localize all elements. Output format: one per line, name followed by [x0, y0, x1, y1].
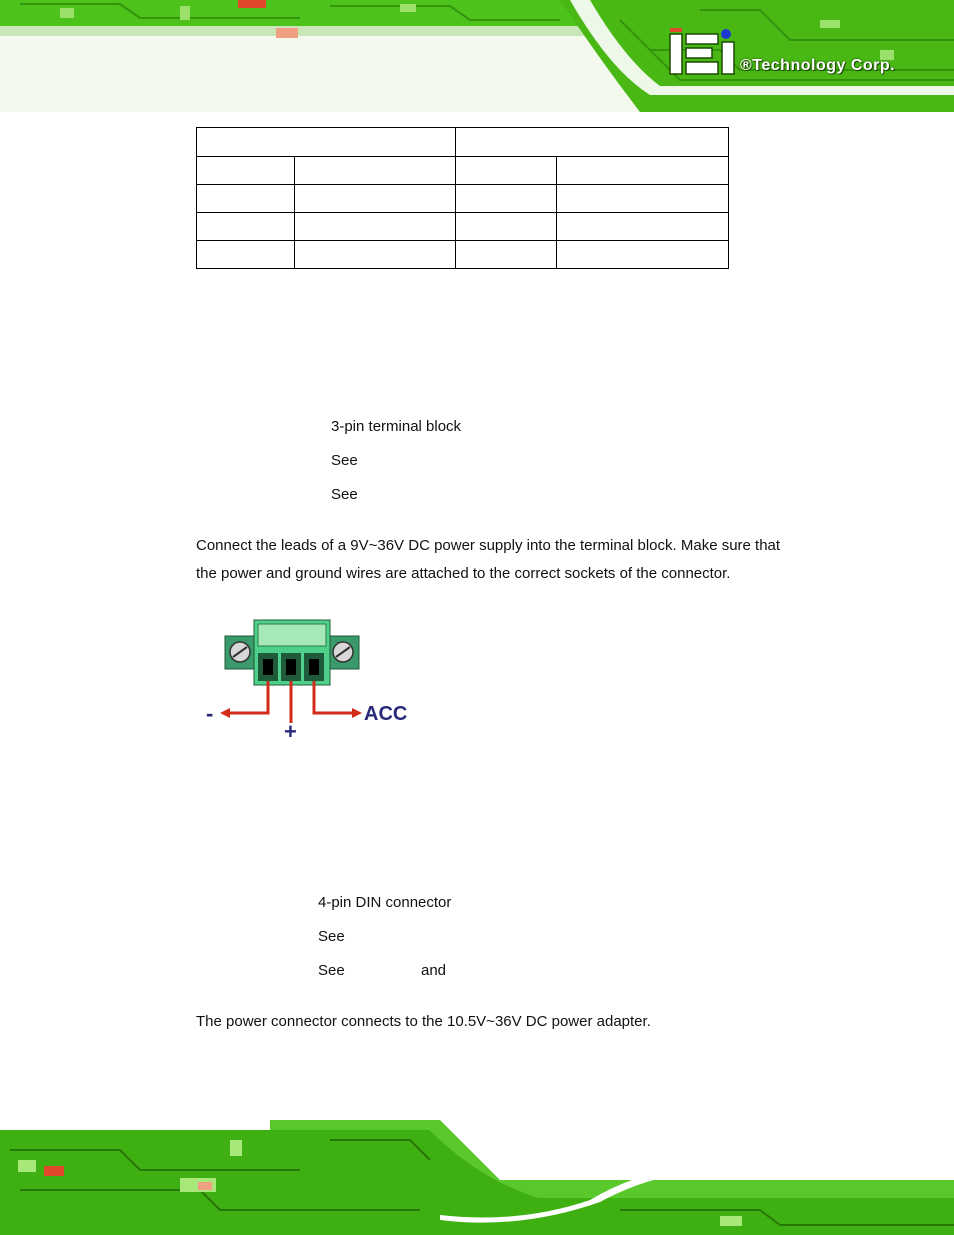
table-cell [295, 185, 456, 213]
table-cell [295, 157, 456, 185]
table-cell [295, 213, 456, 241]
din-pinouts-and-text: and [421, 962, 447, 979]
table-cell [557, 157, 729, 185]
table-cell [197, 241, 295, 269]
din-description: The power connector connects to the 10.5V~36V DC power adapter. [196, 1013, 651, 1030]
minus-label: - [206, 701, 214, 726]
table-cell [456, 157, 557, 185]
table-row [197, 241, 729, 269]
table-row [197, 185, 729, 213]
plus-label: + [284, 719, 297, 744]
terminal-block-figure [200, 615, 420, 745]
description-line-1: Connect the leads of a 9V~36V DC power supply into the terminal block. Make sure that [196, 537, 781, 554]
table-row [197, 213, 729, 241]
table-cell [197, 213, 295, 241]
pinout-table [196, 127, 729, 269]
table-cell [456, 185, 557, 213]
din-connector-type-value: 4-pin DIN connector [318, 894, 452, 911]
connector-type-value: 3-pin terminal block [331, 418, 462, 435]
logo-wordmark: ®Technology Corp. [740, 57, 896, 74]
table-cell [197, 185, 295, 213]
din-pinouts-see-text: See [318, 962, 345, 979]
din-location-see-text: See [318, 928, 345, 945]
table-row [197, 157, 729, 185]
table-header-row [197, 128, 729, 157]
table-cell [456, 241, 557, 269]
location-see-text: See [331, 452, 358, 469]
table-cell [557, 241, 729, 269]
table-cell [557, 213, 729, 241]
table-cell [456, 213, 557, 241]
pinouts-see-text: See [331, 486, 358, 503]
table-header-cell [456, 128, 729, 157]
footer-circuit-banner [0, 1120, 954, 1235]
acc-label: ACC [364, 703, 408, 725]
table-cell [197, 157, 295, 185]
table-cell [557, 185, 729, 213]
table-header-cell [197, 128, 456, 157]
table-cell [295, 241, 456, 269]
description-line-2: the power and ground wires are attached to the correct sockets of the connector. [196, 565, 731, 582]
